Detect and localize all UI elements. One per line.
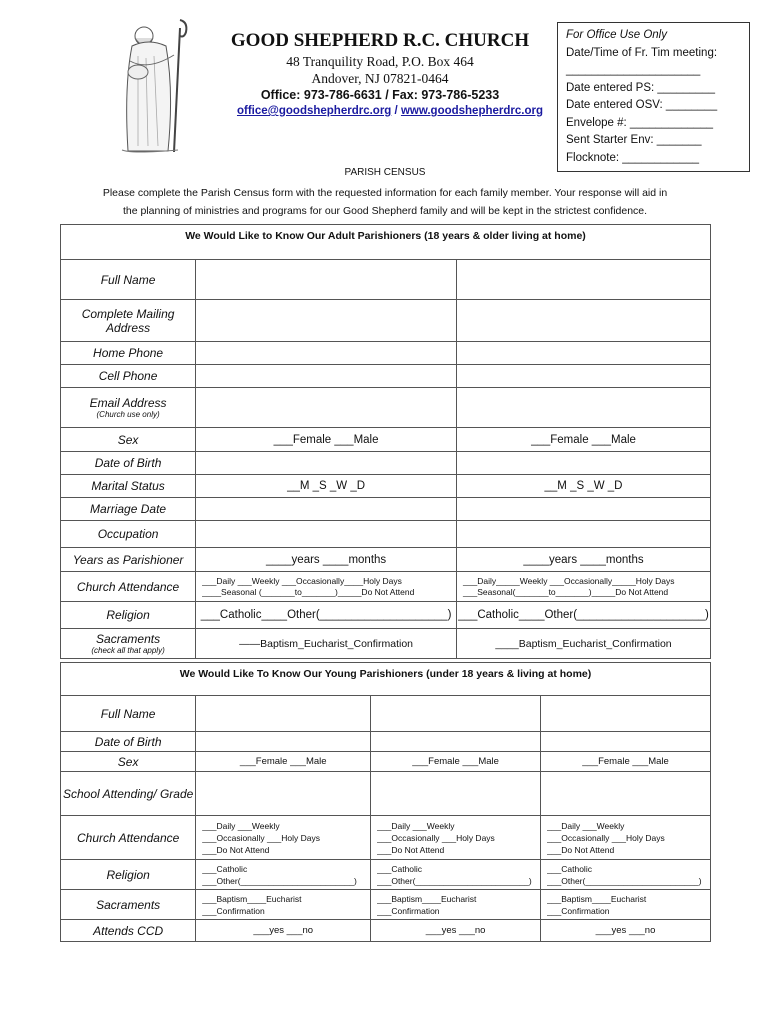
label-attendance: Church Attendance <box>61 572 196 602</box>
child2-religion[interactable] <box>371 860 541 890</box>
att-line: ___Occasionally ___Holy Days <box>547 832 665 843</box>
child1-dob[interactable] <box>196 732 371 752</box>
label-ccd: Attends CCD <box>61 920 196 942</box>
address-line-2: Andover, NJ 07821-0464 <box>311 71 449 86</box>
child3-sacraments[interactable] <box>541 890 711 920</box>
child1-sex[interactable]: ___Female ___Male <box>196 752 371 772</box>
label-mailing: Complete Mailing Address <box>61 300 196 342</box>
adult1-marriage[interactable] <box>196 498 457 521</box>
label-young-attendance: Church Attendance <box>61 816 196 860</box>
att-line: ___Occasionally ___Holy Days <box>202 832 320 843</box>
child2-dob[interactable] <box>371 732 541 752</box>
child3-ccd[interactable]: ___yes ___no <box>541 920 711 942</box>
adult1-full-name[interactable] <box>196 260 457 300</box>
email-note: (Church use only) <box>96 410 160 419</box>
child1-sacraments[interactable] <box>196 890 371 920</box>
adult1-mailing[interactable] <box>196 300 457 342</box>
label-dob: Date of Birth <box>61 452 196 475</box>
adult2-home-phone[interactable] <box>457 342 711 365</box>
office-line: _____________________ <box>566 64 701 76</box>
sacraments-label-text: Sacraments <box>96 632 161 646</box>
adult2-attendance[interactable] <box>457 572 711 602</box>
rel-line: ___Other(________________________) <box>377 875 532 886</box>
label-years: Years as Parishioner <box>61 548 196 572</box>
email-label-text: Email Address <box>89 396 167 410</box>
intro-line-2: the planning of ministries and programs for our Good Shepherd family and will be kept in the strictest confidence. <box>122 205 648 217</box>
att-line: ___Daily ___Weekly <box>547 820 625 831</box>
office-line: Envelope #: _____________ <box>566 116 714 129</box>
young-heading: We Would Like To Know Our Young Parishioners (under 18 years & living at home) <box>61 663 711 696</box>
label-young-sacraments: Sacraments <box>61 890 196 920</box>
att-line: ___Do Not Attend <box>547 844 615 855</box>
adult1-occupation[interactable] <box>196 521 457 548</box>
child1-religion[interactable] <box>196 860 371 890</box>
rel-line: ___Catholic <box>377 863 423 874</box>
child3-sex[interactable]: ___Female ___Male <box>541 752 711 772</box>
adult1-sacraments[interactable]: ——Baptism_Eucharist_Confirmation <box>196 629 457 659</box>
adult1-marital[interactable]: __M _S _W _D <box>196 475 457 498</box>
office-line: Date entered PS: _________ <box>566 81 715 94</box>
rel-line: ___Catholic <box>547 863 592 874</box>
sacraments-note: (check all that apply) <box>91 646 165 655</box>
child1-attendance[interactable] <box>196 816 371 860</box>
child3-attendance[interactable] <box>541 816 711 860</box>
att-line: ___Daily ___Weekly <box>377 820 455 831</box>
sac-line: ___Confirmation <box>377 905 440 916</box>
child2-sacraments[interactable] <box>371 890 541 920</box>
att-line: ___Daily ___Weekly <box>202 820 280 831</box>
label-young-sex: Sex <box>61 752 196 772</box>
office-use-box <box>557 22 750 172</box>
label-young-full-name: Full Name <box>61 696 196 732</box>
website-link[interactable]: www.goodshepherdrc.org <box>400 105 543 117</box>
child1-ccd[interactable]: ___yes ___no <box>196 920 371 942</box>
sac-line: ___Baptism____Eucharist <box>202 893 302 904</box>
intro-line-1: Please complete the Parish Census form with the requested information for each family member. Your response will aid in <box>102 187 668 199</box>
office-line: Date entered OSV: ________ <box>566 99 718 111</box>
label-young-dob: Date of Birth <box>61 732 196 752</box>
att-line: ____Seasonal (_______to_______)_____Do Not Attend <box>202 586 415 597</box>
child3-dob[interactable] <box>541 732 711 752</box>
label-home-phone: Home Phone <box>61 342 196 365</box>
sac-line: ___Confirmation <box>202 905 265 916</box>
child2-school[interactable] <box>371 772 541 816</box>
rel-line: ___Catholic <box>202 863 248 874</box>
adult2-sex[interactable]: ___Female ___Male <box>457 428 711 452</box>
child3-religion[interactable] <box>541 860 711 890</box>
adult1-sex[interactable]: ___Female ___Male <box>196 428 457 452</box>
att-line: ___Seasonal(_______to_______)_____Do Not Attend <box>463 586 669 597</box>
sac-line: ___Baptism____Eucharist <box>377 893 477 904</box>
att-line: ___Do Not Attend <box>377 844 445 855</box>
child3-school[interactable] <box>541 772 711 816</box>
child2-attendance[interactable] <box>371 816 541 860</box>
sac-line: ___Baptism____Eucharist <box>547 893 647 904</box>
contact-links <box>200 105 580 117</box>
label-marital: Marital Status <box>61 475 196 498</box>
adult1-years[interactable]: ____years ____months <box>196 548 457 572</box>
email-link[interactable]: office@goodshepherdrc.org <box>236 105 392 117</box>
label-school: School Attending/ Grade <box>61 772 196 816</box>
label-email <box>61 388 196 428</box>
adult1-religion[interactable]: ___Catholic____Other(____________________) <box>196 602 457 629</box>
adult1-email[interactable] <box>196 388 457 428</box>
office-line: Date/Time of Fr. Tim meeting: <box>566 46 718 59</box>
label-young-religion: Religion <box>61 860 196 890</box>
link-separator: / <box>394 105 398 117</box>
adult2-sacraments[interactable]: ____Baptism_Eucharist_Confirmation <box>457 629 711 659</box>
child2-sex[interactable]: ___Female ___Male <box>371 752 541 772</box>
intro-text <box>60 184 710 220</box>
adult2-marriage[interactable] <box>457 498 711 521</box>
adult2-cell-phone[interactable] <box>457 365 711 388</box>
child1-school[interactable] <box>196 772 371 816</box>
office-line: Sent Starter Env: _______ <box>566 134 702 146</box>
office-use-title: For Office Use Only <box>566 29 667 41</box>
office-line: Flocknote: ____________ <box>566 151 699 164</box>
rel-line: ___Other(________________________) <box>547 875 702 886</box>
label-religion: Religion <box>61 602 196 629</box>
att-line: ___Occasionally ___Holy Days <box>377 832 495 843</box>
address-line-1: 48 Tranquility Road, P.O. Box 464 <box>286 54 474 69</box>
census-title: PARISH CENSUS <box>344 167 426 178</box>
att-line: ___Daily ___Weekly ___Occasionally____Holy Days <box>202 575 402 586</box>
adult2-full-name[interactable] <box>457 260 711 300</box>
child2-ccd[interactable]: ___yes ___no <box>371 920 541 942</box>
label-full-name: Full Name <box>61 260 196 300</box>
child3-full-name[interactable] <box>541 696 711 732</box>
adult2-dob[interactable] <box>457 452 711 475</box>
adult2-years[interactable]: ____years ____months <box>457 548 711 572</box>
sac-line: ___Confirmation <box>547 905 610 916</box>
label-occupation: Occupation <box>61 521 196 548</box>
label-marriage: Marriage Date <box>61 498 196 521</box>
adult1-dob[interactable] <box>196 452 457 475</box>
rel-line: ___Other(________________________) <box>202 875 357 886</box>
adult1-attendance[interactable] <box>196 572 457 602</box>
adult2-religion[interactable]: ___Catholic____Other(____________________) <box>457 602 711 629</box>
adult1-home-phone[interactable] <box>196 342 457 365</box>
adult-table <box>60 224 711 659</box>
church-name: GOOD SHEPHERD R.C. CHURCH <box>230 30 530 51</box>
adult2-occupation[interactable] <box>457 521 711 548</box>
child1-full-name[interactable] <box>196 696 371 732</box>
adult-heading: We Would Like to Know Our Adult Parishioners (18 years & older living at home) <box>61 225 711 260</box>
young-table <box>60 662 711 942</box>
good-shepherd-illustration <box>112 16 194 156</box>
phone-fax: Office: 973-786-6631 / Fax: 973-786-5233 <box>260 88 500 102</box>
adult2-marital[interactable]: __M _S _W _D <box>457 475 711 498</box>
adult2-email[interactable] <box>457 388 711 428</box>
adult2-mailing[interactable] <box>457 300 711 342</box>
att-line: ___Do Not Attend <box>202 844 270 855</box>
label-sex: Sex <box>61 428 196 452</box>
att-line: ___Daily_____Weekly ___Occasionally_____Holy Days <box>463 575 675 586</box>
adult1-cell-phone[interactable] <box>196 365 457 388</box>
label-cell-phone: Cell Phone <box>61 365 196 388</box>
label-sacraments <box>61 629 196 659</box>
child2-full-name[interactable] <box>371 696 541 732</box>
